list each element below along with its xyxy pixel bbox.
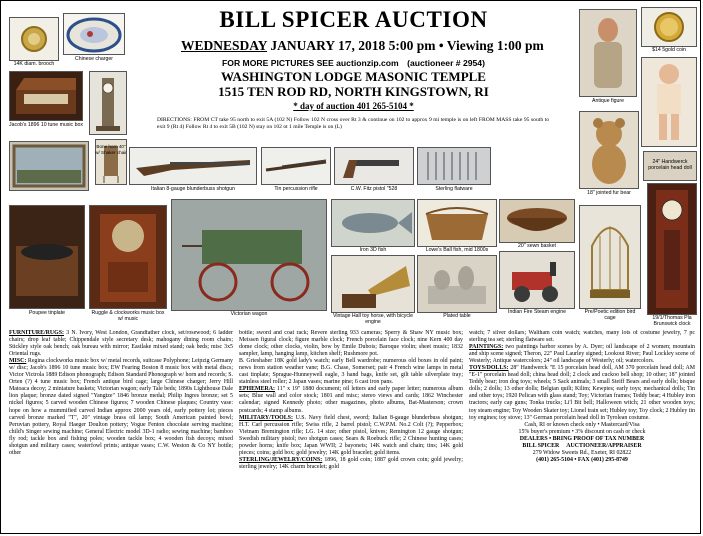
photo-wood-bowl (499, 199, 575, 243)
photo-plated-ware (417, 255, 497, 313)
caption-gramophone: Vintage Hall toy horse, with bicycle engine (332, 313, 414, 325)
caption-record-player: Poupee tinplate (28, 310, 66, 316)
caption-regina-music-box: Ruggle & clockworks music box w/ music (91, 310, 165, 322)
toys-text: 28" Handwerck "E 15 porcelain head doll, AM 370 porcelain head doll; AM "E-1" porcelain head doll; china head doll; 2 clock and cuckoo bell shop; 10 other; 18" jointed Teddy bear; iron dog toys; wheels; 5 Sack animals; 3 small Steiff Bears and early dolls; bisque dolls; 2 dolls; 13 other dolls; Belgian quilt; Kilim; Kewpies; early toys; mechanical dolls; Tin and other toys; 1920 Pelican with glass stand; Toy; Victorian frames; Teddy bear; 4 Hubley iron tractors; early cap guns; Tonka trucks; Li'l Bit bell; Halloween witch; 21 other wooden toys; toy steam engine; Toy Wooden Skater toy; Lionel train set; Hubley toy; Toy clock; 2 Hubley tin toy engines; toy stove; 13" German porcelain head doll in Tyrolean costume. (469, 365, 695, 421)
auctioneer-name: BILL SPICER AUCTIONEER/APPRAISER (522, 442, 642, 449)
photo-basket (417, 199, 497, 247)
furniture-heading: FURNITURE/RUGS: (9, 330, 64, 336)
caption-steam-engine: Indian Fire Steam engine (508, 309, 566, 315)
photo-gold-brooch (9, 17, 59, 61)
caption-basket: Lowe's Ball fish, mid 1800s (425, 247, 489, 253)
furniture-text: 3 N. Ivory, West London, Grandfather clock, set/rosewood; 6 ladder chairs; drop leaf table; Chippendale style secretary desk; mahogany dining room chairs; Stickley style oak bench; oak bureau with mirror; Eastlake mixed stand; oak beds; misc 3x5 Oriental rugs. (9, 330, 233, 358)
photo-grandfather-clock (647, 183, 697, 315)
caption-gold-coin: $14 5gold coin (652, 47, 686, 53)
more-pictures-line (181, 58, 526, 68)
body-column-3 (469, 330, 695, 532)
caption-victorian-wagon: Victorian wagon (230, 311, 268, 317)
auction-date-time: JANUARY 17, 2018 5:00 pm • Viewing 1:00 pm (270, 38, 544, 53)
auction-title: BILL SPICER AUCTION (219, 7, 488, 32)
caption-blunderbuss: Italian 8-gauge blunderbuss shotgun (151, 186, 235, 192)
caption-teddy-bear: 18" jointed fur bear (587, 190, 631, 196)
photo-sterling-flatware (417, 147, 491, 185)
day-of-auction-phone: * day of auction 401 265-5104 * (293, 101, 414, 111)
auctioneer-address: 279 Widow Sweets Rd., Exeter, RI 02822 (532, 449, 632, 456)
photo-tall-clock (89, 71, 127, 135)
col2-text-2: B. Grieshaber 18K gold lady's watch; early Bell wardrobe; numerous old boxes in old paint; news from station weather vane; B.G. Chase, Somerset; pair 4 French wine lamps in metal cast tinplate; Sprague-Hunneywell eagle, 3 hand bags, knife set, gilt table silverplate tray; stainless steel roller; 2 Japan vases; marine pine; 6 cast iron pans. (239, 358, 463, 386)
photo-percussion-rifle (261, 147, 331, 185)
military-heading: MILITARY/TOOLS: (239, 414, 293, 421)
photo-record-player (9, 205, 85, 309)
paintings-heading: PAINTINGS: (469, 344, 504, 351)
caption-fish: Iron 3D fish (359, 247, 387, 253)
photo-teddy-bear (579, 111, 639, 189)
photo-chinese-charger (63, 13, 125, 55)
caption-porcelain-doll: 24" Handwerck porcelain head doll (648, 159, 692, 171)
terms-premium: 15% buyer's premium • 3% discount on cash or check (518, 428, 646, 435)
caption-grandfather-clock: 19/1/Thomas Pla Brunswick clock (652, 315, 692, 327)
sterling-heading: STERLING/JEWELRY/COINS: (239, 456, 323, 463)
directions: DIRECTIONS: FROM CT take 95 north to exit 5A (102 N) Follow 102 N cross over Rt 3 & continue on 102 to approx 9 mi temple is on left FROM MASS take 95 south to exit 9 (Rt 4) Follow Rt 4 to exit 5B (102 N) stay on 102 ot 1 mile Temple is on (L) (157, 117, 549, 130)
body-column-1 (9, 330, 233, 532)
photo-fish (331, 199, 415, 247)
caption-music-box: Jacob's 1896 10 tune music box (9, 122, 83, 128)
photo-antique-figure (579, 9, 637, 97)
caption-antique-figure: Antique figure (591, 98, 624, 104)
auction-day: WEDNESDAY (181, 38, 268, 53)
auctioneer-number: (auctioneer # 2954) (407, 58, 485, 68)
photo-bird-cage (579, 205, 641, 309)
caption-percussion-rifle: Tin percussion rifle (274, 186, 318, 192)
ephemera-text: 11" x 19" 1880 document; oil letters and early paper letter; numerous album sets; Blue wall and color stock; 1801 and misc; stereo views and cards; 1862 Winchester calendar; signed Kennedy photo; other magazines, photo albums, Bat-Masterson; crown postcards; 4 stamp albums. (239, 386, 463, 414)
caption-bird-cage: Pre/Poetic edition bird cage (584, 309, 636, 321)
caption-gold-brooch: 14K diam. brooch (13, 61, 55, 67)
caption-wood-bowl: 20" sewn basket (518, 243, 556, 249)
terms-dealers: DEALERS • BRING PROOF OF TAX NUMBER (519, 435, 645, 442)
misc-text: Regina clockworks music box w/ metal records, suitcase Polyphone; Leipzig Germany w/ disc; Jacob's 1896 10 tune music box; EW Fearing Boston 8 music box with metal discs; Victor Victrola 1889 Edison phonograph; Edison Standard Phonograph w/ horn and records; S. Orten (?) 4 tune music box; French antique bird cage; large Chinese charger; Jerry Hill Matoaca decoy; 2 miniature baskets; Victorian wagon; early Tale beds; 1890s Lighthouse Dale lion plaque; bronze dated signed "Yangtze" 1846 bronze medal; Philip Ingres bronze; set 5 nickel figures; 5 carved wooden Chinese figures; 7 wooden Chinese plaques; Country vase: hope on how a mummified carved Indian approx 2000 years old, early pottery lot; pieces carved bronze marked "T", 20" vintage brass oil lamp; South American painted bowl; Peruvian pottery, Royal Haeger Doulton pottery; Vogue Fenton chocolate serving machine; child's Singer sewing machine; General Electric model 3D-1 radio; sewing machine; bamboo fly rod; tackle box and fishing poles; wooden tackle box; 4 wooden fish decoys; mixed shotgun and military cases; waterfowl prints; antique vases; C.W. Weston & Co NY bottle; other (9, 358, 233, 456)
venue-address: 1515 TEN ROD RD, NORTH KINGSTOWN, RI (218, 84, 489, 99)
caption-pistol: C.W. Fitz pistol "528 (350, 186, 398, 192)
col2-text-1: bottle; sword and coat rack; Revere sterling 933 cameras; Sperry & Shaw NY music box; Meissen figural clock; figure marble clock; French porcelain face clock; nine Kern 400 day dome clock; other clocks, violin, bow by Emile Dubois; Baroque violin; sheet music; 1832 sampler, lamp, hanging lamp, kitchen shelf; Rushmore pot. (239, 330, 463, 358)
more-pictures-text: FOR MORE PICTURES SEE auctionzip.com (222, 58, 399, 68)
photo-gold-coin (641, 7, 697, 47)
photo-music-box (9, 71, 83, 121)
photo-victorian-wagon (171, 199, 327, 311)
paintings-text: two paintings harbor scenes by A. Dyer; oil landscape of 2 women; mountain and ship scene signed; Theron, 22" Paul Laurley signed; Lookout River; Paul Lockley scene of Westerly; Antique watercolors; 24" oil landscape of Westerly; oil; watercolors. (469, 344, 695, 365)
body-column-2 (239, 330, 463, 532)
terms-payment: Cash, RI or known check only • Mastercard/Visa (524, 421, 640, 428)
date-line (181, 38, 544, 54)
photo-steam-engine (499, 251, 575, 309)
sterling-text: 1896, 18 gold coin; 1887 gold crown coin; gold jewelry; sterling jewelry; 14K charm bracelet; gold (239, 456, 463, 470)
caption-sterling-flatware: Sterling flatware (435, 186, 473, 192)
photo-pistol (334, 147, 414, 185)
venue-name: WASHINGTON LODGE MASONIC TEMPLE (221, 69, 486, 84)
photo-regina-music-box (89, 205, 167, 309)
toys-heading: TOYS/DOLLS: (469, 365, 509, 372)
photo-blunderbuss (129, 147, 257, 185)
ephemera-heading: EPHEMERA: (239, 386, 275, 393)
military-text: U.S. Navy field chest, sword; Italian 8-gauge blunderbuss shotgun; H.T. Carl percussion rifle; Swiss rifle, 2 barrel pistol; C.W.P.M. No.2 Colt (?); Pepperbox; Vietnam Bremington rifle; LG. 14 size; other pistol, knives; Remington 12 gauge shotgun; Swedish military pistol; two shotgun cases; Sears & Roebuck rifle; 2 Chinese hunting cases; powder horns; knife box; Japan WWII; 2 bayonets; 14K watch and chain; tins; 14K gold pieces; coins; gold box; gold jewelry; 14K gold bracelet; gold items. (239, 414, 463, 456)
photo-painting (9, 141, 89, 191)
caption-plated-ware: Plated table (443, 313, 471, 319)
misc-heading: MISC: (9, 358, 27, 365)
caption-horn-chair: Bone horn 40" w/ Shaker chair (95, 144, 127, 155)
auctioneer-phone: (401) 265-5104 • FAX (401) 295-8749 (536, 456, 628, 463)
photo-german-doll (641, 57, 697, 147)
caption-chinese-charger: Chinese charger (74, 56, 114, 62)
col3-text-1: watch; 7 silver dollars; Waltham coin watch; watches, many lots of costume jewelry, 7 pc sterling tea set; sterling flatware set. (469, 330, 695, 344)
photo-gramophone (331, 255, 415, 313)
